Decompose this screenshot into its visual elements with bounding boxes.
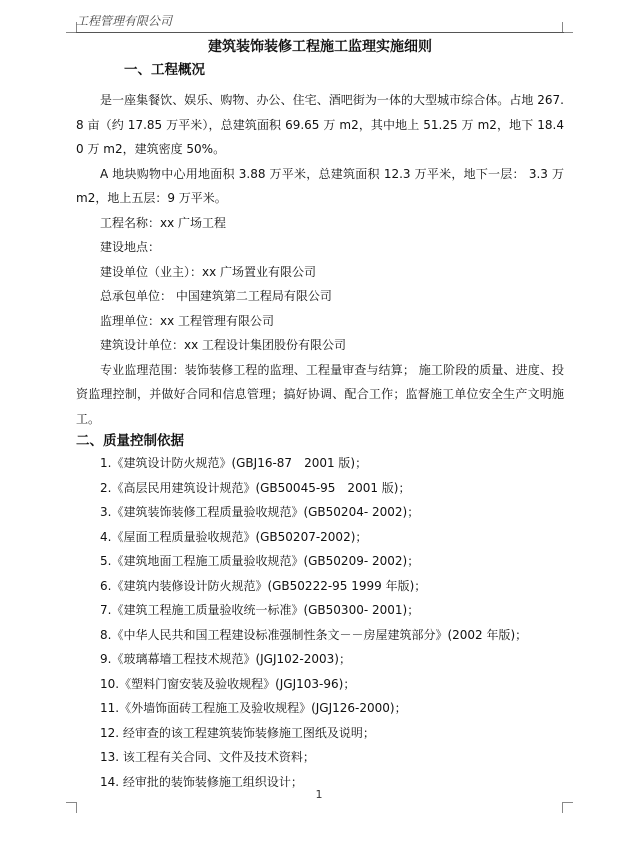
page-header-company: 工程管理有限公司 <box>76 14 173 28</box>
list-item: 7.《建筑工程施工质量验收统一标准》(GB50300- 2001)； <box>100 603 420 617</box>
section-1-heading: 一、工程概况 <box>124 62 205 78</box>
designer-line: 建筑设计单位：xx 工程设计集团股份有限公司 <box>100 338 347 352</box>
page-number: 1 <box>315 788 323 801</box>
list-item: 12. 经审查的该工程建筑装饰装修施工图纸及说明； <box>100 725 375 740</box>
list-item: 6.《建筑内装修设计防火规范》(GB50222-95 1999 年版)； <box>100 578 427 593</box>
project-name-line: 工程名称：xx 广场工程 <box>100 215 227 230</box>
list-item: 13. 该工程有关合同、文件及技术资料； <box>100 750 315 764</box>
site-line: 建设地点： <box>100 240 161 254</box>
scope-paragraph: 专业监理范围：装饰装修工程的监理、工程量审查与结算； 施工阶段的质量、进度、投资监理控制，并做好合同和信息管理；搞好协调、配合工作；监督施工单位安全生产文明施工。 <box>76 362 564 426</box>
list-item: 5.《建筑地面工程施工质量验收规范》(GB50209- 2002)； <box>100 554 420 568</box>
list-item: 11.《外墙饰面砖工程施工及验收规程》(JGJ126-2000)； <box>100 701 407 715</box>
header-rule <box>76 32 564 33</box>
corner-mark-bottom-right <box>562 802 573 813</box>
corner-mark-bottom-left <box>66 802 77 813</box>
list-item: 8.《中华人民共和国工程建设标准强制性条文－－房屋建筑部分》(2002 年版)； <box>100 627 528 642</box>
list-item: 3.《建筑装饰装修工程质量验收规范》(GB50204- 2002)； <box>100 505 420 519</box>
list-item: 9.《玻璃幕墙工程技术规范》(JGJ102-2003)； <box>100 652 351 666</box>
document-body[interactable] <box>76 38 564 794</box>
overview-paragraph-2: A 地块购物中心用地面积 3.88 万平米，总建筑面积 12.3 万平米，地下一层： 3.3 万 m2，地上五层：9 万平米。 <box>76 166 564 205</box>
standards-list <box>76 451 564 794</box>
overview-paragraph-1: 是一座集餐饮、娱乐、购物、办公、住宅、酒吧街为一体的大型城市综合体。占地 267.8 亩（约 17.85 万平米），总建筑面积 69.65 万 m2，其中地上 51.25 万 m2，地下 18.40 万 m2，建筑密度 50%。 <box>76 93 564 156</box>
supervisor-line: 监理单位：xx 工程管理有限公司 <box>100 313 275 328</box>
contractor-line: 总承包单位： 中国建筑第二工程局有限公司 <box>100 289 332 303</box>
list-item: 1.《建筑设计防火规范》(GBJ16-87 2001 版)； <box>100 456 368 470</box>
list-item: 14. 经审批的装饰装修施工组织设计； <box>100 774 303 789</box>
list-item: 2.《高层民用建筑设计规范》(GB50045-95 2001 版)； <box>100 480 411 495</box>
document-title: 建筑装饰装修工程施工监理实施细则 <box>208 39 432 55</box>
section-2-heading: 二、质量控制依据 <box>76 433 184 449</box>
list-item: 10.《塑料门窗安装及验收规程》(JGJ103-96)； <box>100 676 356 691</box>
owner-line: 建设单位（业主）：xx 广场置业有限公司 <box>100 264 317 279</box>
list-item: 4.《屋面工程质量验收规范》(GB50207-2002)； <box>100 529 368 544</box>
